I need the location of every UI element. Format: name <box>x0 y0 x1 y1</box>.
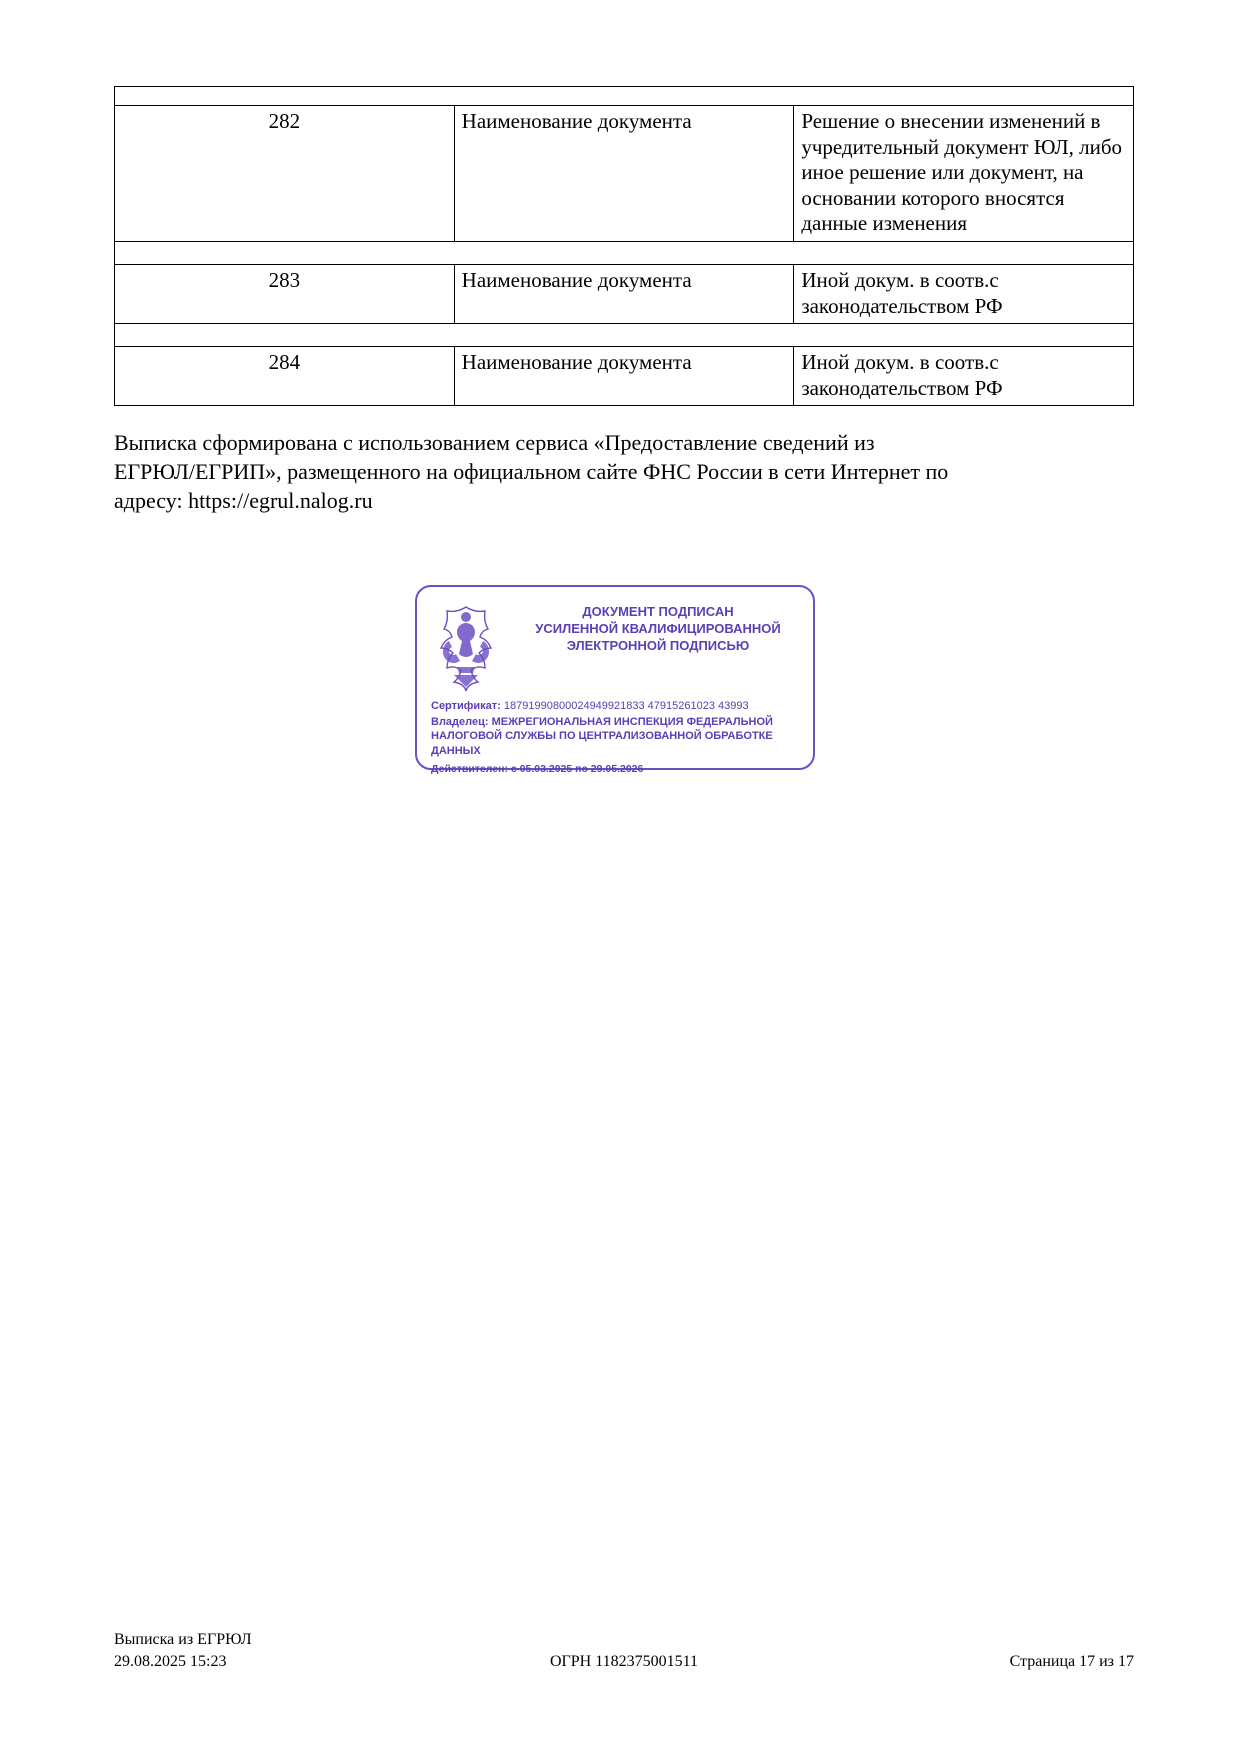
footer-datetime: 29.08.2025 15:23 <box>114 1653 227 1670</box>
table-row <box>115 265 1134 324</box>
service-note-line-1: Выписка сформирована с использованием сервиса «Предоставление сведений из <box>114 430 875 455</box>
table-row <box>115 106 1134 242</box>
row-value: Решение о внесении изменений в учредительный документ ЮЛ, либо иное решение или документ, на основании которого вносятся данные изменения <box>794 106 1134 242</box>
table-spacer-cell <box>115 324 1134 347</box>
stamp-certificate-row <box>431 699 803 714</box>
documents-table <box>114 86 1134 406</box>
stamp-title <box>509 603 807 654</box>
stamp-certificate-value: 18791990800024949921833 47915261023 43993 <box>503 700 749 712</box>
table-top-spacer-row <box>115 87 1134 106</box>
table-top-spacer-cell <box>115 87 1134 106</box>
row-number: 283 <box>115 265 455 324</box>
service-note-line-2: ЕГРЮЛ/ЕГРИП», размещенного на официальном сайте ФНС России в сети Интернет по <box>114 459 949 485</box>
row-label: Наименование документа <box>454 265 794 324</box>
stamp-details <box>431 699 803 776</box>
table-spacer-row <box>115 324 1134 347</box>
footer-title: Выписка из ЕГРЮЛ <box>114 1631 252 1648</box>
stamp-owner-row <box>431 715 803 759</box>
service-note <box>114 428 1134 515</box>
stamp-certificate-label: Сертификат: <box>431 700 501 712</box>
table-spacer-cell <box>115 242 1134 265</box>
row-number: 284 <box>115 347 455 406</box>
row-value: Иной докум. в соотв.с законодательством РФ <box>794 347 1134 406</box>
table-spacer-row <box>115 242 1134 265</box>
stamp-validity: Действителен: с 05.03.2025 по 29.05.2026 <box>431 762 644 775</box>
service-note-line-3: адресу: https://egrul.nalog.ru <box>114 488 373 514</box>
row-label: Наименование документа <box>454 106 794 242</box>
table-row <box>115 347 1134 406</box>
stamp-owner-value: МЕЖРЕГИОНАЛЬНАЯ ИНСПЕКЦИЯ ФЕДЕРАЛЬНОЙ НАЛОГОВОЙ СЛУЖБЫ ПО ЦЕНТРАЛИЗОВАННОЙ ОБРАБОТКЕ ДАННЫХ <box>431 715 773 757</box>
row-label: Наименование документа <box>454 347 794 406</box>
footer-line-1 <box>114 1629 1134 1651</box>
footer-ogrn: ОГРН 1182375001511 <box>549 1653 699 1670</box>
stamp-title-line-1: ДОКУМЕНТ ПОДПИСАН <box>582 604 734 619</box>
electronic-signature-stamp <box>415 585 815 775</box>
footer-page-number: Страница 17 из 17 <box>1009 1653 1134 1670</box>
footer-line-2 <box>114 1651 1134 1673</box>
row-value: Иной докум. в соотв.с законодательством РФ <box>794 265 1134 324</box>
russian-coat-of-arms-icon <box>427 601 505 696</box>
stamp-title-line-3: ЭЛЕКТРОННОЙ ПОДПИСЬЮ <box>566 638 750 654</box>
page-footer <box>114 1629 1134 1673</box>
stamp-title-line-2: УСИЛЕННОЙ КВАЛИФИЦИРОВАННОЙ <box>535 621 781 637</box>
row-number: 282 <box>115 106 455 242</box>
stamp-owner-label: Владелец: <box>431 715 489 728</box>
